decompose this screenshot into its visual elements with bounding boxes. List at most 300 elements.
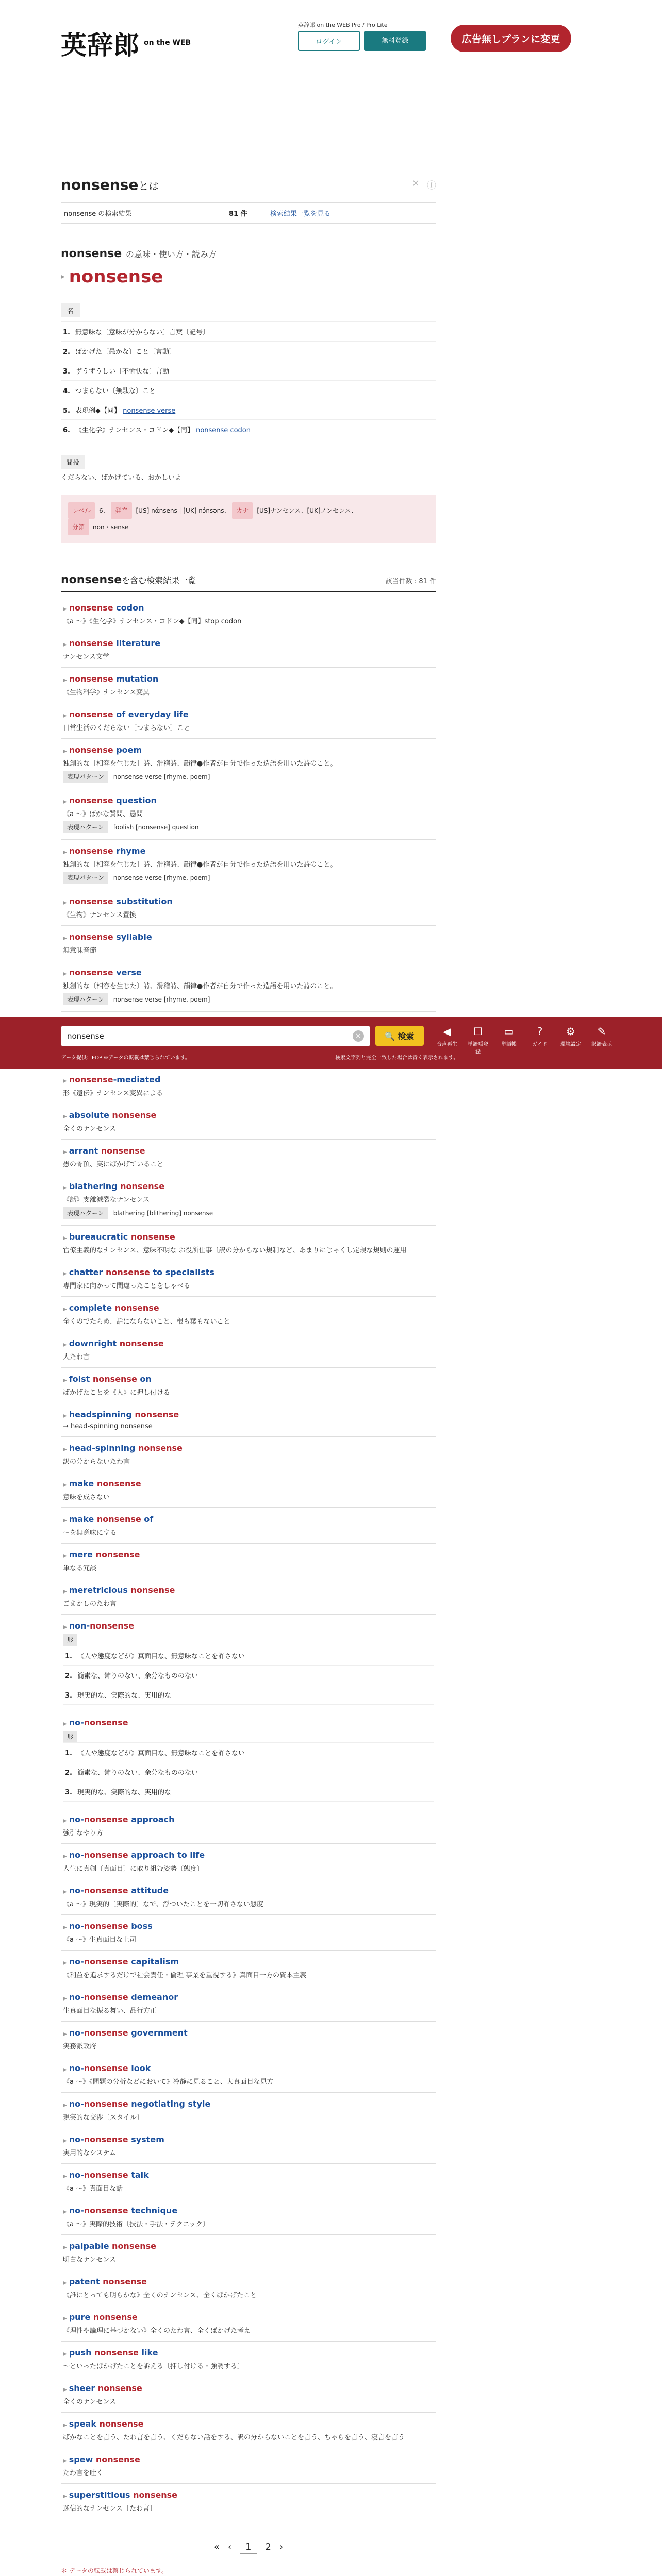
result-desc: 明白なナンセンス bbox=[63, 2256, 116, 2264]
term-pre: no- bbox=[69, 1921, 84, 1931]
result-item[interactable] bbox=[61, 1915, 436, 1951]
result-item[interactable] bbox=[61, 703, 436, 739]
term-pre: patent bbox=[69, 2277, 103, 2286]
result-item[interactable] bbox=[61, 668, 436, 703]
data-note: データ提供：EDP ※データの転載は禁じられています。 bbox=[61, 1055, 190, 1061]
pager-prev[interactable]: ‹ bbox=[227, 2541, 232, 2552]
result-desc: 訳の分からないたわ言 bbox=[63, 1458, 130, 1466]
result-term[interactable] bbox=[63, 1410, 434, 1419]
audio-play-icon[interactable]: ▶ bbox=[63, 1235, 67, 1241]
result-term[interactable] bbox=[63, 2134, 434, 2144]
term-highlight: nonsense bbox=[69, 745, 113, 755]
result-desc: 全くのでたらめ、話にならないこと、根も葉もないこと bbox=[63, 1318, 230, 1326]
audio-play-icon[interactable]: ▶ bbox=[63, 1307, 67, 1312]
result-item[interactable] bbox=[61, 961, 436, 1012]
audio-play-icon[interactable]: ▶ bbox=[63, 2494, 67, 2499]
result-item[interactable] bbox=[61, 1951, 436, 1986]
term-highlight: nonsense bbox=[130, 1585, 175, 1595]
pattern-text: blathering [blithering] nonsense bbox=[113, 1210, 213, 1217]
result-term[interactable] bbox=[63, 1479, 434, 1488]
term-highlight: nonsense bbox=[69, 795, 113, 805]
summary-count: 81 件 bbox=[229, 210, 247, 218]
result-term[interactable] bbox=[63, 2099, 434, 2109]
term-highlight: nonsense bbox=[92, 1374, 137, 1384]
result-term[interactable] bbox=[63, 1075, 434, 1084]
results-list-c bbox=[61, 1615, 436, 1808]
result-pattern bbox=[63, 993, 434, 1005]
result-item[interactable] bbox=[61, 1261, 436, 1297]
audio-play-icon[interactable]: ▶ bbox=[63, 2174, 67, 2179]
adfree-plan-button[interactable]: 広告無しプランに変更 bbox=[451, 25, 571, 52]
term-post: negotiating style bbox=[128, 2099, 211, 2109]
audio-play-icon[interactable]: ▶ bbox=[63, 1854, 67, 1859]
term-post: system bbox=[128, 2134, 164, 2144]
result-item[interactable] bbox=[61, 926, 436, 961]
term-pre: no- bbox=[69, 2099, 84, 2109]
term-post: talk bbox=[128, 2170, 149, 2180]
result-term[interactable] bbox=[63, 2206, 434, 2215]
result-desc: 生真面目な振る舞い、品行方正 bbox=[63, 2007, 157, 2015]
result-term[interactable] bbox=[63, 2419, 434, 2429]
results-list-a bbox=[61, 597, 436, 1012]
definition-text: 簡素な、飾りのない、余分なもののない bbox=[77, 1672, 198, 1680]
search-bar bbox=[0, 1017, 662, 1069]
audio-play-icon[interactable]: ▶ bbox=[63, 642, 67, 648]
result-item[interactable] bbox=[61, 890, 436, 926]
result-item[interactable] bbox=[61, 2484, 436, 2519]
result-item[interactable] bbox=[61, 789, 436, 840]
adj-definition-list bbox=[63, 1646, 434, 1705]
result-term[interactable] bbox=[63, 1886, 434, 1895]
pron-value: [US] nάnsens | [UK] nɔ́nsəns、 bbox=[136, 507, 230, 514]
term-highlight: nonsense bbox=[103, 2277, 147, 2286]
result-item[interactable] bbox=[61, 632, 436, 668]
result-term[interactable] bbox=[63, 2348, 434, 2358]
toolbar-label: 訳語表示 bbox=[591, 1042, 612, 1047]
audio-play-icon[interactable]: ▶ bbox=[63, 2209, 67, 2215]
toolbar-item[interactable] bbox=[467, 1025, 489, 1055]
result-term[interactable] bbox=[63, 1957, 434, 1967]
copyright-note: ＊ データの転載は禁じられています。 bbox=[61, 2567, 168, 2574]
result-desc: 全くのナンセンス bbox=[63, 2398, 116, 2406]
audio-play-icon[interactable]: ▶ bbox=[63, 2316, 67, 2321]
toolbar-icon: ✎ bbox=[597, 1025, 606, 1038]
result-item[interactable] bbox=[61, 1508, 436, 1544]
login-button[interactable]: ログイン bbox=[298, 31, 360, 51]
audio-play-icon[interactable]: ▶ bbox=[63, 2387, 67, 2393]
result-term[interactable] bbox=[63, 2063, 434, 2073]
result-item[interactable] bbox=[61, 1879, 436, 1915]
result-term[interactable] bbox=[63, 603, 434, 613]
term-highlight: nonsense bbox=[130, 1232, 175, 1242]
audio-play-icon[interactable]: ▶ bbox=[63, 2138, 67, 2144]
result-term[interactable] bbox=[63, 1921, 434, 1931]
audio-play-icon[interactable]: ▶ bbox=[63, 1413, 67, 1419]
audio-play-icon[interactable]: ▶ bbox=[63, 1114, 67, 1120]
audio-play-icon[interactable]: ▶ bbox=[63, 2422, 67, 2428]
term-highlight: nonsense bbox=[84, 2134, 128, 2144]
term-highlight: nonsense bbox=[84, 1815, 128, 1824]
toolbar-label: 環境設定 bbox=[560, 1042, 581, 1047]
definition-text: ずうずうしい〔不愉快な〕言動 bbox=[75, 368, 169, 376]
result-item[interactable] bbox=[61, 2413, 436, 2448]
result-item[interactable] bbox=[61, 2057, 436, 2093]
audio-play-icon[interactable]: ▶ bbox=[63, 799, 67, 805]
result-item[interactable] bbox=[61, 1472, 436, 1508]
audio-play-icon[interactable]: ▶ bbox=[63, 1342, 67, 1348]
audio-play-icon[interactable]: ▶ bbox=[61, 274, 65, 280]
interj-definition: くだらない、ばかげている、おかしいよ bbox=[61, 474, 182, 482]
term-pre: no- bbox=[69, 2028, 84, 2038]
term-post: literature bbox=[113, 638, 161, 648]
toolbar-item[interactable] bbox=[498, 1025, 520, 1055]
definition-item bbox=[61, 400, 436, 420]
pro-box bbox=[298, 21, 432, 51]
result-term[interactable] bbox=[63, 1146, 434, 1156]
audio-play-icon[interactable]: ▶ bbox=[63, 1721, 67, 1727]
audio-play-icon[interactable]: ▶ bbox=[63, 606, 67, 612]
term-highlight: nonsense bbox=[69, 846, 113, 856]
definition-link[interactable]: nonsense codon bbox=[196, 427, 251, 434]
definition-item bbox=[61, 322, 436, 342]
result-term[interactable] bbox=[63, 2312, 434, 2322]
result-item[interactable] bbox=[61, 1332, 436, 1368]
audio-play-icon[interactable]: ▶ bbox=[63, 1078, 67, 1084]
audio-play-icon[interactable]: ▶ bbox=[63, 677, 67, 683]
audio-play-icon[interactable]: ▶ bbox=[63, 1518, 67, 1523]
result-item[interactable] bbox=[61, 2342, 436, 2377]
definition-text: 無意味な〔意味が分からない〕言葉〔記号〕 bbox=[75, 329, 209, 336]
logo-sub: on the WEB bbox=[144, 39, 191, 47]
term-post: approach bbox=[128, 1815, 175, 1824]
audio-play-icon[interactable]: ▶ bbox=[63, 1996, 67, 2002]
share-x-icon[interactable]: ✕ bbox=[411, 178, 420, 189]
toolbar-item[interactable] bbox=[436, 1025, 458, 1055]
result-item[interactable] bbox=[61, 2235, 436, 2270]
definition-number: 2. bbox=[65, 1769, 72, 1777]
result-term[interactable] bbox=[63, 745, 434, 755]
toolbar bbox=[436, 1025, 613, 1055]
result-term[interactable] bbox=[63, 1514, 434, 1524]
term-pre: chatter bbox=[69, 1267, 106, 1277]
definition-item bbox=[61, 420, 436, 439]
toolbar-icon: ⚙ bbox=[566, 1025, 575, 1038]
see-all-link[interactable]: 検索結果一覧を見る bbox=[270, 210, 331, 218]
term-highlight: nonsense bbox=[69, 1075, 113, 1084]
term-post: mutation bbox=[113, 674, 159, 684]
audio-play-icon[interactable]: ▶ bbox=[63, 1271, 67, 1277]
audio-play-icon[interactable]: ▶ bbox=[63, 971, 67, 977]
term-post: question bbox=[113, 795, 157, 805]
result-item[interactable] bbox=[61, 1579, 436, 1615]
result-term[interactable] bbox=[63, 2170, 434, 2180]
result-term[interactable] bbox=[63, 1267, 434, 1277]
result-item[interactable] bbox=[61, 2377, 436, 2413]
result-item[interactable] bbox=[61, 2022, 436, 2057]
result-term[interactable] bbox=[63, 2454, 434, 2464]
toolbar-item[interactable] bbox=[560, 1025, 582, 1055]
result-desc: 《a ～》生真面目な上司 bbox=[63, 1936, 137, 1944]
term-highlight: nonsense bbox=[84, 2063, 128, 2073]
audio-play-icon[interactable]: ▶ bbox=[63, 1149, 67, 1155]
term-pre: spew bbox=[69, 2454, 96, 2464]
result-term[interactable] bbox=[63, 1303, 434, 1313]
result-pattern bbox=[63, 1207, 434, 1219]
term-highlight: nonsense bbox=[138, 1443, 183, 1453]
term-highlight: nonsense bbox=[69, 674, 113, 684]
result-term[interactable] bbox=[63, 1374, 434, 1384]
search-input[interactable] bbox=[61, 1026, 370, 1046]
kana-chip: カナ bbox=[232, 502, 253, 519]
result-term[interactable] bbox=[63, 1621, 434, 1631]
term-post: poem bbox=[113, 745, 142, 755]
definition-link[interactable]: nonsense verse bbox=[123, 407, 176, 415]
entry-word: nonsense bbox=[69, 266, 163, 287]
result-term[interactable] bbox=[63, 968, 434, 977]
term-pre: no- bbox=[69, 1850, 84, 1860]
audio-play-icon[interactable]: ▶ bbox=[63, 2458, 67, 2464]
audio-play-icon[interactable]: ▶ bbox=[63, 1185, 67, 1191]
term-highlight: nonsense bbox=[69, 896, 113, 906]
term-post: approach to life bbox=[128, 1850, 205, 1860]
result-term[interactable] bbox=[63, 638, 434, 648]
search-button[interactable]: 🔍 検索 bbox=[375, 1026, 424, 1046]
result-item[interactable] bbox=[61, 1226, 436, 1261]
term-post: syllable bbox=[113, 932, 152, 942]
result-desc: 大たわ言 bbox=[63, 1353, 90, 1361]
term-post: government bbox=[128, 2028, 188, 2038]
term-highlight: nonsense bbox=[84, 2099, 128, 2109]
audio-play-icon[interactable]: ▶ bbox=[63, 1447, 67, 1452]
result-term[interactable] bbox=[63, 795, 434, 805]
kana-value: [US]ナンセンス、[UK]ノンセンス、 bbox=[257, 507, 358, 514]
result-desc: 《a ～》ばかな質問、愚問 bbox=[63, 810, 143, 818]
result-item[interactable] bbox=[61, 1711, 436, 1808]
result-item[interactable] bbox=[61, 2448, 436, 2484]
term-highlight: nonsense bbox=[69, 638, 113, 648]
definition-item bbox=[61, 361, 436, 381]
term-pre: downright bbox=[69, 1338, 120, 1348]
result-term[interactable] bbox=[63, 709, 434, 719]
result-term[interactable] bbox=[63, 1815, 434, 1824]
result-pattern bbox=[63, 771, 434, 783]
page-title: nonsenseとは bbox=[61, 176, 159, 193]
result-term[interactable] bbox=[63, 932, 434, 942]
term-post: look bbox=[128, 2063, 151, 2073]
result-term[interactable] bbox=[63, 1550, 434, 1560]
result-term[interactable] bbox=[63, 1110, 434, 1120]
toolbar-item[interactable] bbox=[591, 1025, 613, 1055]
audio-play-icon[interactable]: ▶ bbox=[63, 1482, 67, 1488]
result-term[interactable] bbox=[63, 1992, 434, 2002]
term-pre: mere bbox=[69, 1550, 96, 1560]
result-term[interactable] bbox=[63, 1718, 434, 1727]
term-pre: no- bbox=[69, 1992, 84, 2002]
result-term[interactable] bbox=[63, 2490, 434, 2500]
pattern-label: 表現パターン bbox=[63, 1207, 108, 1219]
term-pre: pure bbox=[69, 2312, 93, 2322]
main-content bbox=[61, 176, 612, 2575]
term-highlight: nonsense bbox=[69, 932, 113, 942]
result-item[interactable] bbox=[61, 1808, 436, 1844]
audio-play-icon[interactable]: ▶ bbox=[63, 936, 67, 941]
result-term[interactable] bbox=[63, 2277, 434, 2286]
result-item[interactable] bbox=[61, 1140, 436, 1175]
result-desc: ナンセンス文学 bbox=[63, 653, 109, 661]
result-desc: 《生物科学》ナンセンス変異 bbox=[63, 689, 150, 697]
result-item[interactable] bbox=[61, 1437, 436, 1472]
result-item[interactable] bbox=[61, 2164, 436, 2199]
term-highlight: nonsense bbox=[99, 2419, 144, 2429]
result-item[interactable] bbox=[61, 739, 436, 789]
term-pre: non- bbox=[69, 1621, 90, 1631]
result-item[interactable] bbox=[61, 2306, 436, 2342]
definition-number: 2. bbox=[63, 348, 70, 356]
result-desc: ごまかしのたわ言 bbox=[63, 1600, 117, 1608]
result-term[interactable] bbox=[63, 674, 434, 684]
term-pre: bureaucratic bbox=[69, 1232, 131, 1242]
term-post: -mediated bbox=[113, 1075, 161, 1084]
term-highlight: nonsense bbox=[93, 2312, 138, 2322]
site-header bbox=[0, 0, 662, 77]
toolbar-item[interactable] bbox=[529, 1025, 551, 1055]
result-term[interactable] bbox=[63, 896, 434, 906]
audio-play-icon[interactable]: ▶ bbox=[63, 2280, 67, 2286]
definition-text: つまらない〔無駄な〕こと bbox=[75, 387, 156, 395]
audio-play-icon[interactable]: ▶ bbox=[63, 2103, 67, 2108]
term-highlight: nonsense bbox=[84, 1957, 128, 1967]
result-pattern bbox=[63, 821, 434, 833]
result-desc: 独創的な〔相容を生じた〕詩、滑稽詩、韻律●作者が自分で作った造語を用いた詩のこと。 bbox=[63, 760, 337, 768]
term-highlight: nonsense bbox=[90, 1621, 135, 1631]
result-desc: 人生に真剣〔真面目〕に取り組む姿勢〔態度〕 bbox=[63, 1865, 204, 1873]
result-term[interactable] bbox=[63, 1585, 434, 1595]
term-pre: palpable bbox=[69, 2241, 112, 2251]
term-highlight: nonsense bbox=[84, 2206, 128, 2215]
audio-play-icon[interactable]: ▶ bbox=[63, 900, 67, 906]
result-item[interactable] bbox=[61, 597, 436, 632]
result-desc: 迷信的なナンセンス〔たわ言〕 bbox=[63, 2505, 156, 2513]
toolbar-label: 音声再生 bbox=[437, 1042, 457, 1047]
pager-first[interactable]: « bbox=[213, 2541, 220, 2552]
term-post: codon bbox=[113, 603, 144, 613]
term-post: of everyday life bbox=[113, 709, 189, 719]
result-term[interactable] bbox=[63, 2241, 434, 2251]
result-item[interactable] bbox=[61, 1175, 436, 1226]
audio-play-icon[interactable]: ▶ bbox=[63, 713, 67, 719]
result-item[interactable] bbox=[61, 1544, 436, 1579]
result-term[interactable] bbox=[63, 1181, 434, 1191]
term-pre: superstitious bbox=[69, 2490, 134, 2500]
logo[interactable] bbox=[61, 25, 191, 62]
result-item[interactable] bbox=[61, 1368, 436, 1403]
audio-play-icon[interactable]: ▶ bbox=[63, 1818, 67, 1824]
clear-icon[interactable]: × bbox=[353, 1030, 364, 1042]
audio-play-icon[interactable]: ▶ bbox=[63, 2245, 67, 2250]
result-desc: 《理性や論理に基づかない》全くのたわ言、全くばかげた考え bbox=[63, 2327, 251, 2335]
pagination bbox=[61, 2540, 436, 2554]
definition-number: 1. bbox=[65, 1750, 72, 1757]
audio-play-icon[interactable]: ▶ bbox=[63, 1925, 67, 1930]
result-item[interactable] bbox=[61, 840, 436, 890]
term-highlight: nonsense bbox=[84, 1886, 128, 1895]
summary-key: nonsense の検索結果 bbox=[64, 210, 132, 218]
audio-play-icon[interactable]: ▶ bbox=[63, 1889, 67, 1895]
audio-play-icon[interactable]: ▶ bbox=[63, 1960, 67, 1966]
definition-number: 1. bbox=[65, 1653, 72, 1660]
audio-play-icon[interactable]: ▶ bbox=[63, 1553, 67, 1559]
result-item[interactable] bbox=[61, 1844, 436, 1879]
definition-number: 3. bbox=[65, 1692, 72, 1700]
definition-text: 現実的な、実際的な、実用的な bbox=[77, 1692, 171, 1700]
result-term[interactable] bbox=[63, 2028, 434, 2038]
pager-page-1[interactable]: 1 bbox=[240, 2540, 257, 2554]
pager-page-2[interactable]: 2 bbox=[265, 2541, 271, 2552]
audio-play-icon[interactable]: ▶ bbox=[63, 1624, 67, 1630]
audio-play-icon[interactable]: ▶ bbox=[63, 1589, 67, 1595]
pattern-text: foolish [nonsense] question bbox=[113, 824, 199, 831]
result-item[interactable] bbox=[61, 1069, 436, 1104]
result-term[interactable] bbox=[63, 846, 434, 856]
term-post: demeanor bbox=[128, 1992, 178, 2002]
result-item[interactable] bbox=[61, 1615, 436, 1711]
term-pre: arrant bbox=[69, 1146, 101, 1156]
result-item[interactable] bbox=[61, 1297, 436, 1332]
result-term[interactable] bbox=[63, 1338, 434, 1348]
audio-play-icon[interactable]: ▶ bbox=[63, 749, 67, 754]
register-button[interactable]: 無料登録 bbox=[364, 31, 426, 51]
share-fb-icon[interactable]: ⓕ bbox=[427, 180, 436, 191]
result-item[interactable] bbox=[61, 2199, 436, 2235]
results-list-d bbox=[61, 1808, 436, 2519]
term-post: rhyme bbox=[113, 846, 146, 856]
result-term[interactable] bbox=[63, 1850, 434, 1860]
term-highlight: nonsense bbox=[69, 968, 113, 977]
match-note: 検索文字列と完全一致した場合は青く表示されます。 bbox=[335, 1055, 459, 1061]
pos-interj-label: 間投 bbox=[61, 455, 85, 469]
result-item[interactable] bbox=[61, 2128, 436, 2164]
entry-heading: nonsense の意味・使い方・読み方 bbox=[61, 247, 217, 260]
term-post: attitude bbox=[128, 1886, 169, 1895]
result-term[interactable] bbox=[63, 1232, 434, 1242]
result-item[interactable] bbox=[61, 1104, 436, 1140]
result-item[interactable] bbox=[61, 1403, 436, 1437]
result-term[interactable] bbox=[63, 2383, 434, 2393]
audio-play-icon[interactable]: ▶ bbox=[63, 2067, 67, 2073]
term-highlight: nonsense bbox=[120, 1181, 165, 1191]
pager-next[interactable]: › bbox=[279, 2541, 284, 2552]
result-item[interactable] bbox=[61, 1986, 436, 2022]
definition-item bbox=[63, 1762, 434, 1782]
result-item[interactable] bbox=[61, 2270, 436, 2306]
result-item[interactable] bbox=[61, 2093, 436, 2128]
results-list-b bbox=[61, 1069, 436, 1615]
audio-play-icon[interactable]: ▶ bbox=[63, 2031, 67, 2037]
audio-play-icon[interactable]: ▶ bbox=[63, 1378, 67, 1383]
result-desc: 独創的な〔相容を生じた〕詩、滑稽詩、韻律●作者が自分で作った造語を用いた詩のこと。 bbox=[63, 861, 337, 869]
definition-number: 1. bbox=[63, 329, 70, 336]
audio-play-icon[interactable]: ▶ bbox=[63, 2351, 67, 2357]
term-pre: speak bbox=[69, 2419, 100, 2429]
definition-number: 2. bbox=[65, 1672, 72, 1680]
pattern-text: nonsense verse [rhyme, poem] bbox=[113, 773, 210, 781]
term-highlight: nonsense bbox=[84, 2170, 128, 2180]
toolbar-label: 単語帳登録 bbox=[468, 1042, 488, 1055]
definition-text: 簡素な、飾りのない、余分なもののない bbox=[77, 1769, 198, 1777]
audio-play-icon[interactable]: ▶ bbox=[63, 850, 67, 855]
term-post: verse bbox=[113, 968, 142, 977]
result-term[interactable] bbox=[63, 1443, 434, 1453]
